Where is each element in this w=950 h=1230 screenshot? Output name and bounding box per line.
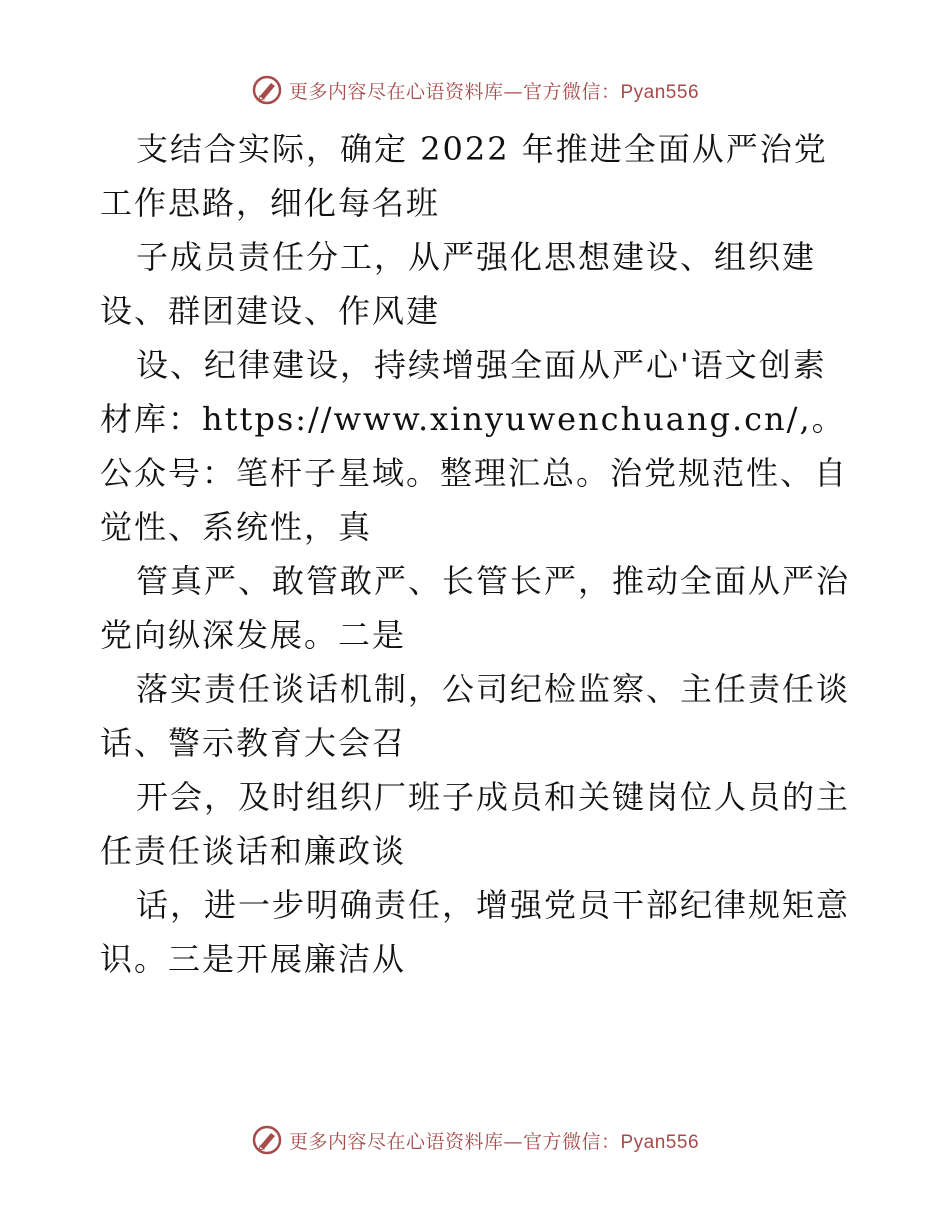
watermark-separator: —: [503, 80, 523, 103]
paragraph-6: 开会，及时组织厂班子成员和关键岗位人员的主任责任谈话和廉政谈: [100, 778, 851, 870]
paragraph-1: 支结合实际，确定 2022 年推进全面从严治党工作思路，细化每名班: [100, 130, 828, 222]
header-watermark: [0, 70, 950, 110]
footer-watermark: [0, 1120, 950, 1160]
watermark-site: 更多内容尽在心语资料库: [288, 80, 504, 103]
watermark-wechat: 官方微信：Pyan556: [523, 81, 700, 103]
pen-logo-icon: [251, 1124, 283, 1156]
pen-logo-icon: [251, 74, 283, 106]
paragraph-5: 落实责任谈话机制，公司纪检监察、主任责任谈话、警示教育大会召: [100, 670, 851, 762]
paragraph-7: 话，进一步明确责任，增强党员干部纪律规矩意识。三是开展廉洁从: [100, 886, 851, 978]
watermark-site: 更多内容尽在心语资料库: [288, 1130, 504, 1153]
document-body: [100, 122, 860, 986]
watermark-wechat: 官方微信：Pyan556: [523, 1131, 700, 1153]
paragraph-2: 子成员责任分工，从严强化思想建设、组织建设、群团建设、作风建: [100, 238, 817, 330]
watermark-text: [289, 1127, 699, 1154]
paragraph-4: 管真严、敢管敢严、长管长严，推动全面从严治党向纵深发展。二是: [100, 562, 851, 654]
paragraph-3: 设、纪律建设，持续增强全面从严心'语文创素材库：https://www.xinyuwenchuang.cn/,。公众号：笔杆子星域。整理汇总。治党规范性、自觉性、系统性，真: [100, 346, 849, 546]
watermark-text: [289, 77, 699, 104]
watermark-separator: —: [503, 1130, 523, 1153]
